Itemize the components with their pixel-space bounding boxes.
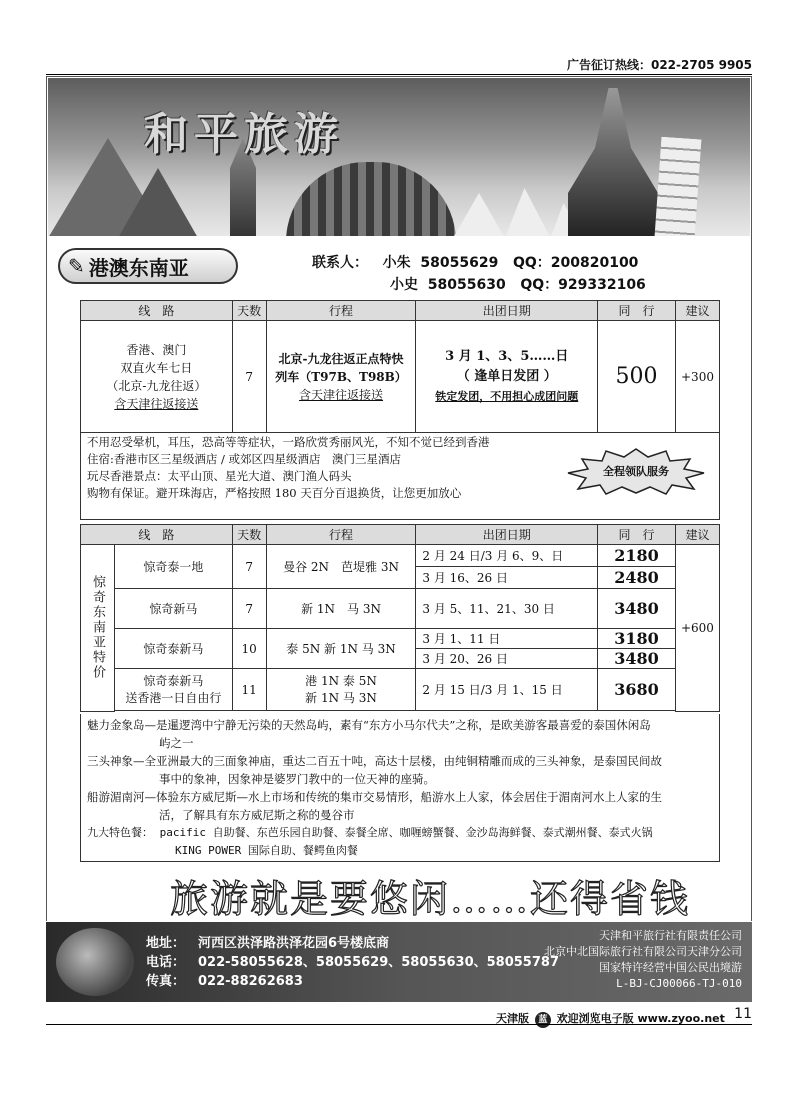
tel-text: 022-58055628、58055629、58055630、58055787 (198, 955, 559, 970)
days-cell: 7 (232, 545, 266, 589)
slogan: 旅游就是要悠闲……还得省钱 (170, 877, 691, 921)
dates-cell: 3 月 5、11、21、30 日 (416, 589, 598, 629)
trip-line: 列车（T97B、T98B） (275, 369, 407, 384)
dates-cell: 2 月 24 日/3 月 6、9、日 (416, 545, 598, 567)
trip-cell: 泰 5N 新 1N 马 3N (266, 629, 416, 669)
banner (48, 78, 750, 236)
dates-cell: 3 月 20、26 日 (416, 649, 598, 669)
table-row (81, 545, 720, 567)
banner-title: 和平旅游 (144, 109, 344, 160)
dates-cell: 3 月 1、11 日 (416, 629, 598, 649)
southeast-asia-notes (80, 714, 720, 862)
footer-band (46, 922, 752, 1002)
edition-label: 天津版 (496, 1012, 529, 1025)
tel-label: 电话： (146, 955, 186, 970)
note-line: 活，了解具有东方威尼斯之称的曼谷市 (159, 808, 355, 822)
contact-name: 小史 (390, 277, 418, 293)
trip-line: 北京-九龙往返正点特快 (278, 351, 404, 366)
header-cell: 行程 (266, 301, 416, 321)
hk-macau-table (80, 300, 720, 433)
days-cell: 11 (232, 669, 266, 711)
note-line: 三头神象—全亚洲最大的三面象神庙，重达二百五十吨，高达十层楼，由纯铜精雕而成的三头神象，是泰国民间故 (87, 754, 662, 768)
company-line: 天津和平旅行社有限责任公司 (599, 929, 742, 942)
address-block (146, 934, 559, 991)
suggest-cell: +300 (675, 321, 719, 433)
header-cell: 天数 (232, 525, 266, 545)
spacer-cell (114, 711, 675, 712)
route-line: 双直火车七日 (120, 360, 193, 375)
leaning-tower-image (655, 137, 702, 236)
contact-qq-label: QQ： (512, 255, 551, 271)
header-cell: 线 路 (81, 301, 233, 321)
route-line: 香港、澳门 (126, 342, 187, 357)
note-line: 屿之一 (159, 736, 194, 750)
buddha-statue-image (568, 88, 658, 236)
route-cell (81, 321, 233, 433)
opera-house-image (453, 188, 583, 236)
address-text: 河西区洪泽路洪泽花园6号楼底商 (198, 936, 390, 951)
contact-block (312, 252, 646, 296)
days-cell: 7 (232, 321, 266, 433)
bottom-rule (46, 1024, 752, 1025)
header-cell: 线 路 (81, 525, 233, 545)
price-cell: 3480 (598, 649, 676, 669)
date-line: 3 月 1、3、5……日 (445, 348, 569, 364)
license-number: L-BJ-CJ00066-TJ-010 (616, 977, 742, 990)
company-line: 北京中北国际旅行社有限公司天津分公司 (544, 945, 742, 958)
globe-icon (56, 928, 134, 996)
category-cell: 惊奇东南亚特价 (81, 545, 115, 712)
trip-cell: 曼谷 2N 芭堤雅 3N (266, 545, 416, 589)
days-cell: 10 (232, 629, 266, 669)
header-cell: 建议 (675, 525, 719, 545)
southeast-asia-table (80, 524, 720, 712)
header-cell: 同 行 (598, 525, 676, 545)
header-cell: 出团日期 (416, 525, 598, 545)
header-cell: 同 行 (598, 301, 676, 321)
contact-phone: 58055629 (420, 255, 499, 271)
suggest-cell: +600 (675, 545, 719, 712)
price-cell: 3680 (598, 669, 676, 711)
pyramid-image (118, 168, 198, 236)
header-cell: 出团日期 (416, 301, 598, 321)
dates-cell: 2 月 15 日/3 月 1、15 日 (416, 669, 598, 711)
price-cell: 2180 (598, 545, 676, 567)
note-line: 九大特色餐： pacific 自助餐、东芭乐园自助餐、泰餐全席、咖喱螃蟹餐、金沙岛海鲜餐、泰式潮州餐、泰式火锅 (87, 826, 653, 839)
table-row (81, 321, 720, 433)
table-row (81, 629, 720, 649)
route-line: 含天津往返接送 (114, 396, 199, 411)
days-cell: 7 (232, 589, 266, 629)
table-row (81, 589, 720, 629)
date-line: 铁定发团，不用担心成团问题 (435, 389, 579, 403)
price-cell: 2480 (598, 567, 676, 589)
note-line: KING POWER 国际自助、餐鳄鱼肉餐 (175, 844, 358, 857)
route-line: （北京-九龙往返） (106, 378, 207, 393)
section-tag (58, 248, 238, 284)
table-spacer-row (81, 711, 720, 712)
note-line: 购物有保证。避开珠海店，严格按照 180 天百分百退换货，让您更加放心 (87, 486, 462, 500)
table-row (81, 669, 720, 711)
dates-cell: 3 月 16、26 日 (416, 567, 598, 589)
contact-qq: 200820100 (550, 255, 639, 271)
company-block (544, 928, 742, 992)
company-line: 国家特许经营中国公民出境游 (599, 961, 742, 974)
badge-text: 全程领队服务 (603, 465, 669, 478)
dates-cell (416, 321, 598, 433)
contact-name: 小朱 (382, 255, 411, 271)
trip-line: 含天津往返接送 (299, 387, 384, 402)
trip-cell: 新 1N 马 3N (266, 589, 416, 629)
address-label: 地址： (146, 936, 186, 951)
ad-hotline: 广告征订热线：022-2705 9905 (566, 58, 752, 72)
tour-leader-badge (566, 447, 706, 495)
top-rule (46, 74, 752, 75)
note-line: 玩尽香港景点：太平山顶、星光大道、澳门渔人码头 (87, 469, 352, 483)
section-title: 港澳东南亚 (88, 255, 189, 280)
price-cell: 3180 (598, 629, 676, 649)
route-name-cell: 惊奇泰新马 送香港一日自由行 (114, 669, 232, 711)
price-cell: 500 (598, 321, 676, 433)
colosseum-image (286, 162, 456, 236)
contact-label: 联系人： (312, 255, 368, 271)
table-header-row (81, 301, 720, 321)
contact-qq-label: QQ： (520, 277, 559, 293)
trip-cell (266, 321, 416, 433)
contact-phone: 58055630 (427, 277, 506, 293)
note-line: 不用忍受晕机，耳压，恐高等等症状，一路欣赏秀丽风光，不知不觉已经到香港 (87, 435, 490, 449)
price-cell: 3480 (598, 589, 676, 629)
note-line: 住宿:香港市区三星级酒店 / 或郊区四星级酒店 澳门三星酒店 (87, 452, 402, 466)
date-line: （ 逢单日发团 ） (456, 368, 557, 384)
header-cell: 建议 (675, 301, 719, 321)
page-number: 11 (734, 1006, 752, 1022)
edition-badge-icon: 蓝 (535, 1012, 551, 1028)
header-cell: 行程 (266, 525, 416, 545)
route-name-cell: 惊奇新马 (114, 589, 232, 629)
note-line: 魅力金象岛—是暹逻湾中宁静无污染的天然岛屿，素有“东方小马尔代夫”之称，是欧美游客最喜爱的泰国休闲岛 (87, 718, 651, 732)
route-name-cell: 惊奇泰新马 (114, 629, 232, 669)
note-line: 船游湄南河—体验东方威尼斯—水上市场和传统的集市交易情形，船游水上人家，体会居住于湄南河水上人家的生 (87, 790, 662, 804)
footer-link-text[interactable]: 欢迎浏览电子版 www.zyoo.net (556, 1012, 725, 1025)
header-cell: 天数 (232, 301, 266, 321)
contact-qq: 929332106 (558, 277, 646, 293)
fax-text: 022-88262683 (198, 974, 303, 989)
route-name-cell: 惊奇泰一地 (114, 545, 232, 589)
table-header-row (81, 525, 720, 545)
page-footer (496, 1010, 725, 1028)
note-line: 事中的象神，因象神是婆罗门教中的一位天神的座骑。 (159, 772, 435, 786)
trip-cell: 港 1N 泰 5N 新 1N 马 3N (266, 669, 416, 711)
pencil-icon: ✎ (68, 254, 85, 278)
fax-label: 传真： (146, 974, 186, 989)
